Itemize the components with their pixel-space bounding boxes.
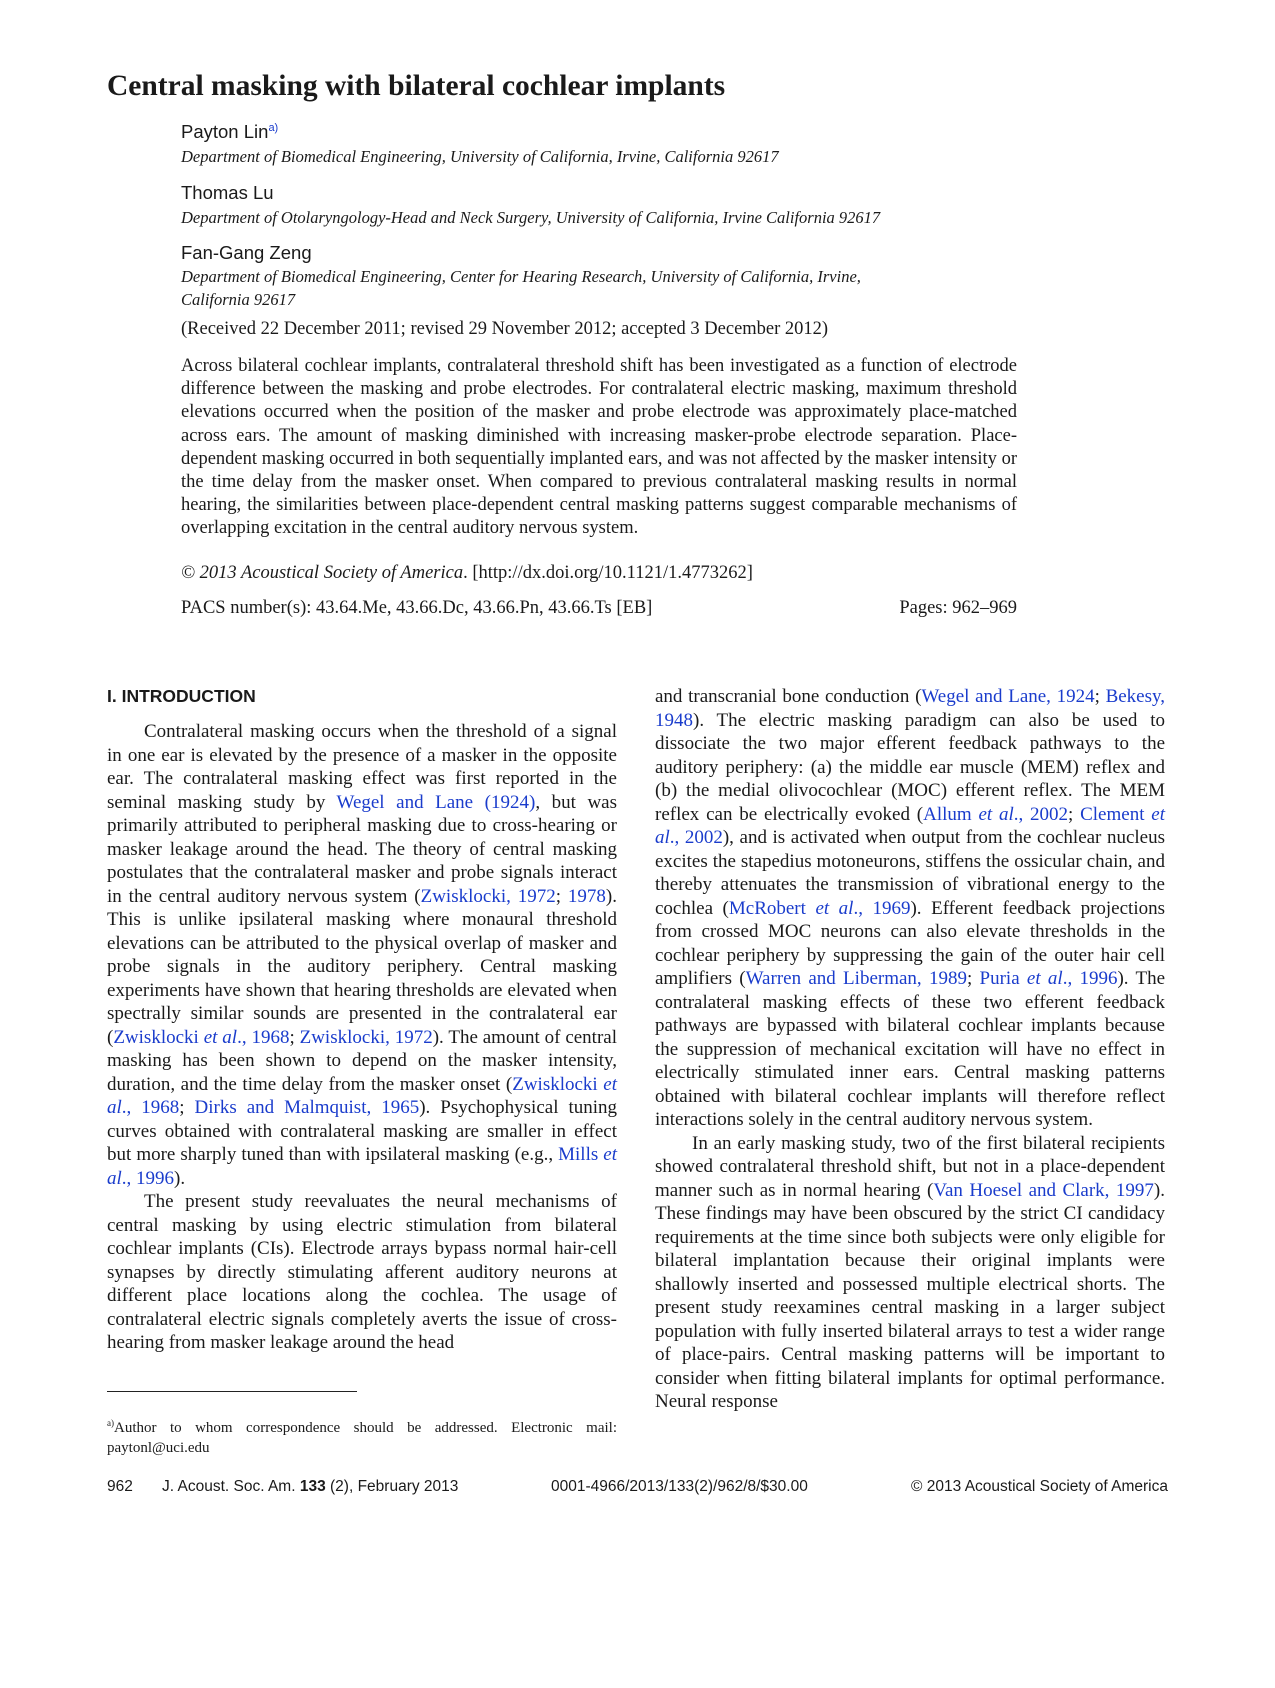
- citation-link[interactable]: Mills: [558, 1144, 604, 1165]
- abstract: Across bilateral cochlear implants, contralateral threshold shift has been investigated as a function of electrode difference between the masking and probe electrodes. For contralateral electric masking, maximum threshold elevations occurred when the position of the masker and probe electrode was approximately place-matched across ears. The amount of masking diminished with increasing masker-probe electrode separation. Place-dependent masking occurred in both sequentially implanted ears, and was not affected by the masker intensity or the time delay from the masker onset. When compared to previous contralateral masking results in normal hearing, the similarities between place-dependent central masking patterns suggest comparable mechanisms of overlapping excitation in the central auditory nervous system.: [181, 356, 1017, 539]
- copyright-line: [181, 563, 753, 584]
- journal-name: J. Acoust. Soc. Am.: [162, 1478, 300, 1495]
- citation-link[interactable]: ., 1996: [121, 1167, 175, 1189]
- citation-link[interactable]: ., 2002: [1013, 803, 1069, 825]
- paragraph-text: ). The contralateral masking effects of these two efferent feedback pathways are bypassed with bilateral cochlear implants because the suppression of mechanical excitation will have no effect in electrically stimulated inner ears. Central masking patterns obtained with bilateral cochlear implants will therefore reflect interactions solely in the central auditory nervous system.: [655, 968, 1166, 1130]
- paragraph-text: The present study reevaluates the neural mechanisms of central masking by using electric stimulation from bilateral cochlear implants (CIs). Electrode arrays bypass normal hair-cell synapses by directly stimulating afferent auditory neurons at different place locations along the cochlea. The usage of contralateral electric signals completely averts the issue of cross-hearing from masker leakage around the head: [107, 1191, 617, 1353]
- citation-link[interactable]: Van Hoesel and Clark, 1997: [933, 1179, 1154, 1201]
- citation-link[interactable]: Puria: [979, 968, 1027, 989]
- journal-volume: 133: [299, 1478, 326, 1495]
- citation-link[interactable]: Wegel and Lane (1924): [336, 791, 536, 813]
- citation-link[interactable]: Zwisklocki, 1972: [299, 1026, 433, 1048]
- citation-link[interactable]: et al: [107, 1073, 617, 1118]
- citation-link[interactable]: Bekesy, 1948: [655, 686, 1166, 731]
- doi-link[interactable]: . [http://dx.doi.org/10.1121/1.4773262]: [463, 563, 753, 583]
- citation-link[interactable]: Allum: [923, 803, 979, 825]
- author-affiliation: Department of Biomedical Engineering, Center for Hearing Research, University of California, Irvine, California 92617: [181, 267, 861, 309]
- footer-code: 0001-4966/2013/133(2)/962/8/$30.00: [551, 1478, 808, 1495]
- paragraph-text: ). Efferent feedback projections from crossed MOC neurons can also elevate thresholds in the cochlear periphery by suppressing the gain of the outer hair cell amplifiers (: [655, 897, 1166, 989]
- section-heading: I. INTRODUCTION: [107, 686, 256, 706]
- paragraph-text: ). This is unlike ipsilateral masking where monaural threshold elevations can be attributed to the physical overlap of masker and probe signals in the auditory periphery. Central masking experiments have shown that hearing thresholds are elevated when spectrally similar sounds are presented in the contralateral ear (: [107, 885, 617, 1048]
- citation-link[interactable]: McRobert: [728, 897, 816, 919]
- paper-title: Central masking with bilateral cochlear implants: [107, 70, 726, 102]
- paragraph-text: ), and is activated when output from the cochlear nucleus excites the stapedius motoneurons, stiffens the ossicular chain, and thereby attenuates the transmission of vibrational energy to the cochlea (: [655, 827, 1165, 919]
- paragraph-text: and transcranial bone conduction (: [655, 686, 922, 707]
- author-footnote-link[interactable]: a): [268, 121, 279, 134]
- paragraph-text: , but was primarily attributed to peripheral masking due to cross-hearing or masker leakage around the head. The theory of central masking postulates that the contralateral masker and probe signals interact in the central auditory nervous system (: [107, 791, 617, 907]
- paragraph-text: ;: [1068, 803, 1081, 825]
- author-name: Fan-Gang Zeng: [181, 242, 312, 263]
- pacs-row: [181, 598, 1017, 619]
- citation-link[interactable]: et al: [203, 1026, 238, 1048]
- paragraph-text: ;: [1094, 686, 1106, 707]
- author-affiliation: Department of Otolaryngology-Head and Neck Surgery, University of California, Irvine California 92617: [181, 208, 881, 227]
- footnote: [107, 1413, 617, 1458]
- citation-link[interactable]: Zwisklocki: [113, 1026, 204, 1048]
- citation-link[interactable]: 1978: [567, 885, 606, 907]
- pacs-numbers: PACS number(s): 43.64.Me, 43.66.Dc, 43.66.Pn, 43.66.Ts [EB]: [181, 598, 653, 618]
- page-range: Pages: 962–969: [899, 598, 1017, 618]
- author-affiliation: Department of Biomedical Engineering, University of California, Irvine, California 92617: [181, 147, 779, 166]
- citation-link[interactable]: Zwisklocki: [512, 1073, 604, 1095]
- citation-link[interactable]: et al: [655, 803, 1165, 848]
- citation-link[interactable]: Wegel and Lane, 1924: [921, 686, 1095, 707]
- footer-journal: [162, 1478, 458, 1496]
- copyright-society: © 2013 Acoustical Society of America: [181, 563, 464, 583]
- citation-link[interactable]: Clement: [1080, 803, 1152, 825]
- footnote-text: Author to whom correspondence should be addressed. Electronic mail: paytonl@uci.edu: [107, 1420, 617, 1456]
- citation-link[interactable]: Dirks and Malmquist, 1965: [194, 1097, 420, 1118]
- citation-link[interactable]: et al: [978, 803, 1014, 825]
- citation-link[interactable]: ., 1968: [121, 1097, 180, 1118]
- left-column: [107, 720, 617, 1355]
- author-name-text: Payton Lin: [181, 121, 269, 142]
- footnote-rule: [107, 1391, 357, 1392]
- citation-link[interactable]: Zwisklocki, 1972: [420, 885, 556, 907]
- citation-link[interactable]: ., 1969: [853, 897, 911, 919]
- citation-link[interactable]: et al: [107, 1144, 618, 1189]
- citation-link[interactable]: ., 1968: [237, 1026, 290, 1048]
- paragraph: [107, 1190, 617, 1355]
- paragraph-text: ;: [555, 885, 568, 907]
- paragraph-text: ). These findings may have been obscured by the strict CI candidacy requirements at the time since both subjects were only eligible for bilateral implantation because their original implants were shallowly inserted and possessed multiple electrical shorts. The present study reexamines central masking in a larger subject population with fully inserted bilateral arrays to test a wider range of place-pairs. Central masking patterns will be important to consider when fitting bilateral implants for optimal performance. Neural response: [655, 1179, 1165, 1412]
- citation-link[interactable]: et al: [1026, 968, 1063, 989]
- paragraph-text: ;: [289, 1026, 300, 1048]
- citation-link[interactable]: et al: [815, 897, 854, 919]
- paragraph-text: In an early masking study, two of the first bilateral recipients showed contralateral threshold shift, but not in a place-dependent manner such as in normal hearing (: [655, 1132, 1165, 1201]
- paragraph-text: ). The amount of central masking has been shown to depend on the masker intensity, duration, and the time delay from the masker onset (: [107, 1026, 618, 1095]
- journal-issue: (2), February 2013: [325, 1478, 459, 1495]
- author-name: Thomas Lu: [181, 182, 274, 203]
- author-name: [181, 121, 278, 143]
- right-column: [655, 685, 1165, 1414]
- footer-page-number: 962: [107, 1478, 133, 1495]
- paragraph-text: ).: [174, 1167, 186, 1189]
- paragraph-text: ;: [966, 968, 980, 989]
- footnote-mark: a): [107, 1418, 114, 1428]
- paragraph: [655, 685, 1165, 1132]
- paragraph-text: ). The electric masking paradigm can also be used to dissociate the two major efferent feedback pathways to the auditory periphery: (a) the middle ear muscle (MEM) reflex and (b) the medial olivocochlear (MOC) efferent reflex. The MEM reflex can be electrically evoked (: [655, 709, 1165, 825]
- citation-link[interactable]: ., 1996: [1062, 968, 1118, 989]
- paragraph: [655, 1132, 1165, 1414]
- paragraph-text: ). Psychophysical tuning curves obtained with contralateral masking are smaller in effect but more sharply tuned than with ipsilateral masking (e.g.,: [107, 1097, 618, 1165]
- paragraph-text: ;: [179, 1097, 195, 1118]
- citation-link[interactable]: Warren and Liberman, 1989: [745, 968, 967, 989]
- received-dates: (Received 22 December 2011; revised 29 November 2012; accepted 3 December 2012): [181, 319, 829, 339]
- citation-link[interactable]: ., 2002: [669, 827, 723, 848]
- footer-copyright: © 2013 Acoustical Society of America: [911, 1478, 1168, 1495]
- paragraph: [107, 720, 617, 1190]
- paragraph-text: Contralateral masking occurs when the threshold of a signal in one ear is elevated by the presence of a masker in the opposite ear. The contralateral masking effect was first reported in the seminal masking study by: [107, 721, 617, 813]
